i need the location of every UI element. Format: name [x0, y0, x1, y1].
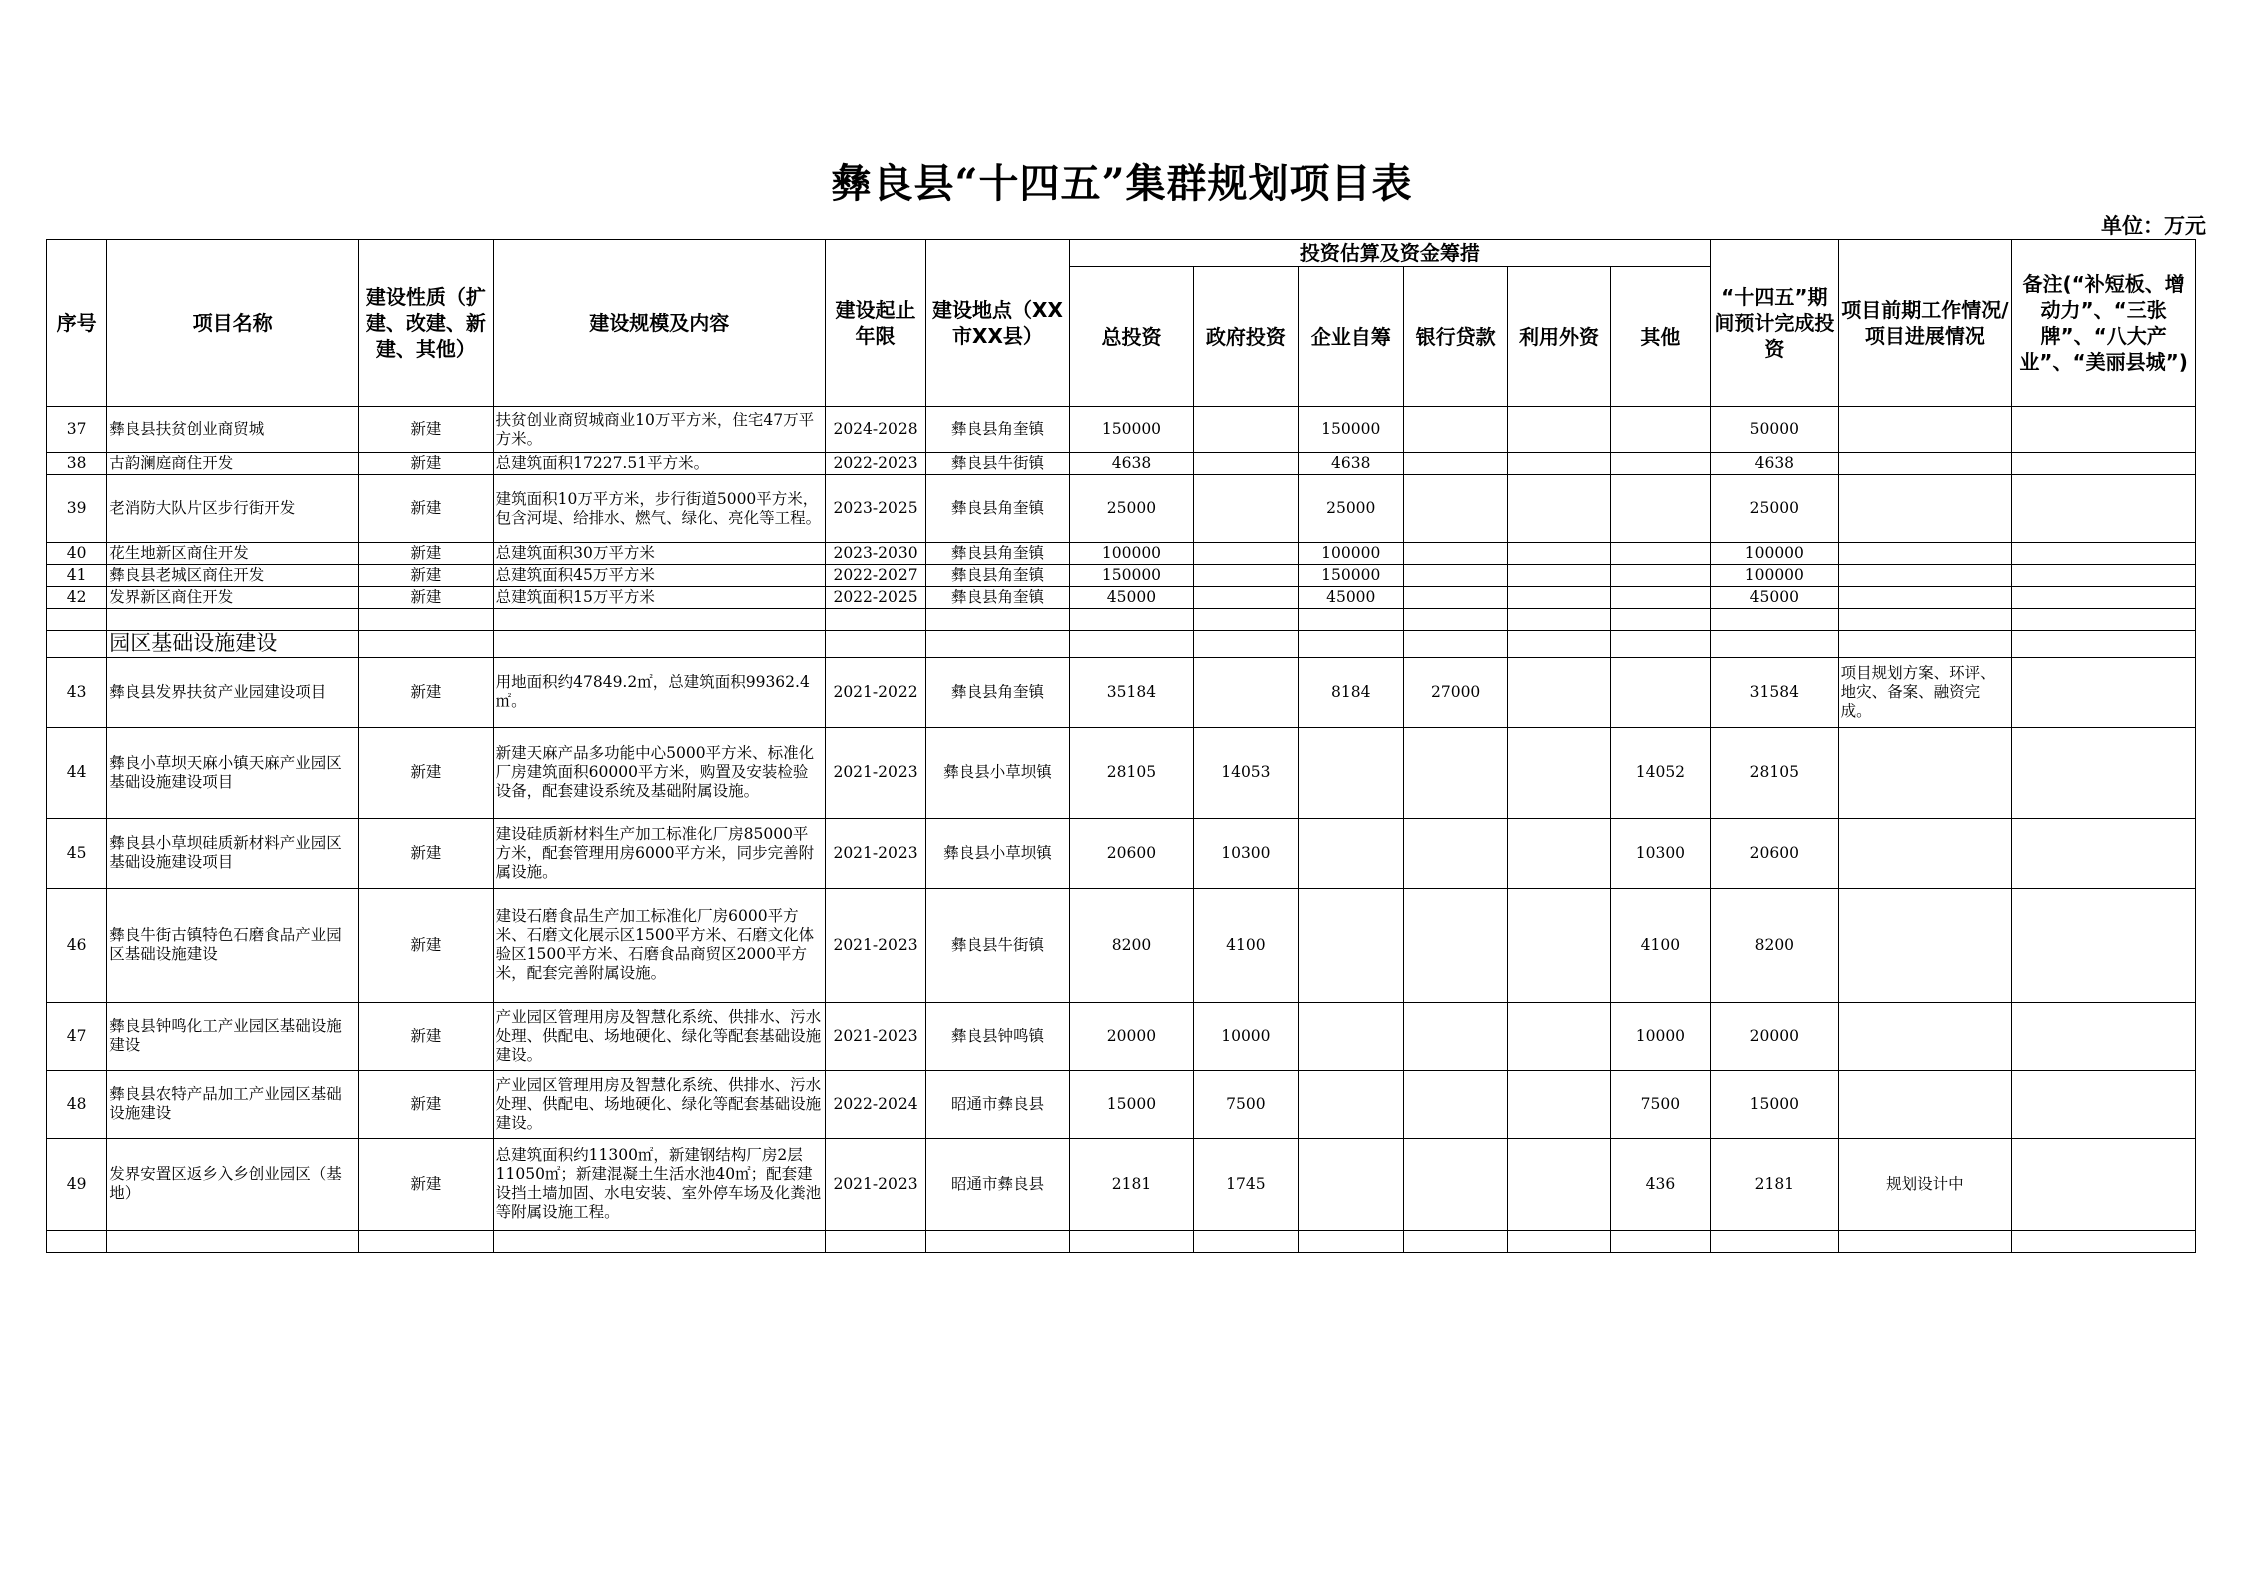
- table-cell: [1403, 1070, 1507, 1138]
- table-cell: 2024-2028: [825, 407, 925, 453]
- table-cell: 2022-2027: [825, 565, 925, 587]
- table-cell: [1610, 587, 1710, 609]
- table-cell: 彝良县角奎镇: [926, 475, 1070, 543]
- table-cell: [2012, 565, 2196, 587]
- table-cell: 总建筑面积17227.51平方米。: [493, 453, 825, 475]
- table-cell: [1194, 543, 1298, 565]
- header-row: [47, 240, 2196, 267]
- table-cell: [359, 1230, 493, 1252]
- table-cell: 彝良县牛街镇: [926, 453, 1070, 475]
- table-cell: 彝良县角奎镇: [926, 407, 1070, 453]
- table-cell: 2022-2023: [825, 453, 925, 475]
- table-cell: [1711, 609, 1838, 631]
- table-cell: 2021-2023: [825, 727, 925, 818]
- table-cell: [2012, 1070, 2196, 1138]
- table-cell: [2012, 1138, 2196, 1230]
- table-cell: [1298, 1138, 1403, 1230]
- header-seq: 序号: [47, 240, 107, 407]
- table-cell: 2022-2025: [825, 587, 925, 609]
- table-cell: [1403, 1138, 1507, 1230]
- table-cell: [47, 609, 107, 631]
- table-cell: [1508, 543, 1610, 565]
- table-cell: [1838, 587, 2012, 609]
- table-cell: 25000: [1711, 475, 1838, 543]
- table-cell: [493, 1230, 825, 1252]
- table-cell: [926, 631, 1070, 658]
- header-total: 总投资: [1069, 267, 1193, 407]
- table-cell: 新建: [359, 565, 493, 587]
- table-cell: 发界新区商住开发: [107, 587, 359, 609]
- table-cell: 436: [1610, 1138, 1710, 1230]
- table-cell: [1508, 475, 1610, 543]
- table-cell: 10300: [1610, 818, 1710, 888]
- table-cell: [1508, 1138, 1610, 1230]
- table-body: [47, 407, 2196, 1253]
- table-cell: [2012, 475, 2196, 543]
- table-cell: 古韵澜庭商住开发: [107, 453, 359, 475]
- table-cell: 昭通市彝良县: [926, 1070, 1070, 1138]
- table-cell: [1838, 407, 2012, 453]
- table-cell: [493, 609, 825, 631]
- table-cell: [1194, 453, 1298, 475]
- table-cell: [926, 609, 1070, 631]
- table-cell: [1194, 407, 1298, 453]
- table-cell: 45000: [1298, 587, 1403, 609]
- section-label: 园区基础设施建设: [107, 631, 359, 658]
- table-cell: [1403, 1230, 1507, 1252]
- table-cell: 44: [47, 727, 107, 818]
- table-cell: 新建: [359, 727, 493, 818]
- table-cell: [1508, 888, 1610, 1002]
- table-cell: 彝良县小草坝镇: [926, 727, 1070, 818]
- table-cell: 彝良县角奎镇: [926, 565, 1070, 587]
- table-cell: 发界安置区返乡入乡创业园区（基地）: [107, 1138, 359, 1230]
- header-progress: 项目前期工作情况/项目进展情况: [1838, 240, 2012, 407]
- table-cell: [1298, 818, 1403, 888]
- page-title: 彝良县“十四五”集群规划项目表: [831, 160, 1413, 207]
- table-cell: [1508, 727, 1610, 818]
- table-cell: 彝良县钟鸣化工产业园区基础设施建设: [107, 1002, 359, 1070]
- table-cell: [1610, 407, 1710, 453]
- table-cell: [2012, 407, 2196, 453]
- table-cell: 彝良县发界扶贫产业园建设项目: [107, 657, 359, 727]
- table-cell: [2012, 631, 2196, 658]
- table-cell: [1508, 407, 1610, 453]
- table-cell: 4100: [1194, 888, 1298, 1002]
- table-cell: 新建天麻产品多功能中心5000平方米、标准化厂房建筑面积60000平方米，购置及安装检验设备，配套建设系统及基础附属设施。: [493, 727, 825, 818]
- table-cell: 4100: [1610, 888, 1710, 1002]
- table-cell: [1403, 818, 1507, 888]
- table-cell: 7500: [1610, 1070, 1710, 1138]
- table-cell: 150000: [1069, 565, 1193, 587]
- table-cell: 2023-2030: [825, 543, 925, 565]
- table-cell: [1403, 475, 1507, 543]
- table-cell: 产业园区管理用房及智慧化系统、供排水、污水处理、供配电、场地硬化、绿化等配套基础设施建设。: [493, 1002, 825, 1070]
- table-cell: 总建筑面积约11300㎡，新建钢结构厂房2层11050㎡；新建混凝土生活水池40㎡；配套建设挡土墙加固、水电安装、室外停车场及化粪池等附属设施工程。: [493, 1138, 825, 1230]
- table-cell: 49: [47, 1138, 107, 1230]
- table-cell: 100000: [1298, 543, 1403, 565]
- table-cell: [1508, 453, 1610, 475]
- table-cell: 2022-2024: [825, 1070, 925, 1138]
- table-row: [47, 407, 2196, 453]
- table-cell: 15000: [1069, 1070, 1193, 1138]
- table-cell: 彝良县角奎镇: [926, 587, 1070, 609]
- table-cell: 新建: [359, 1070, 493, 1138]
- table-cell: 2021-2023: [825, 888, 925, 1002]
- table-cell: [1194, 587, 1298, 609]
- table-cell: 1745: [1194, 1138, 1298, 1230]
- table-cell: 10000: [1194, 1002, 1298, 1070]
- table-cell: 彝良县扶贫创业商贸城: [107, 407, 359, 453]
- table-cell: [1838, 543, 2012, 565]
- table-cell: 4638: [1298, 453, 1403, 475]
- table-cell: 38: [47, 453, 107, 475]
- table-cell: [1838, 818, 2012, 888]
- table-cell: [47, 1230, 107, 1252]
- table-cell: 2023-2025: [825, 475, 925, 543]
- header-project-name: 项目名称: [107, 240, 359, 407]
- table-cell: 建筑面积10万平方米，步行街道5000平方米，包含河堤、给排水、燃气、绿化、亮化等工程。: [493, 475, 825, 543]
- table-cell: 10300: [1194, 818, 1298, 888]
- table-cell: 2181: [1711, 1138, 1838, 1230]
- table-cell: [2012, 609, 2196, 631]
- table-cell: [107, 1230, 359, 1252]
- table-cell: [1403, 609, 1507, 631]
- table-cell: [2012, 727, 2196, 818]
- table-cell: 2021-2022: [825, 657, 925, 727]
- table-cell: [47, 631, 107, 658]
- table-cell: [1610, 475, 1710, 543]
- table-cell: 彝良县角奎镇: [926, 657, 1070, 727]
- table-cell: 彝良县牛街镇: [926, 888, 1070, 1002]
- table-cell: 新建: [359, 543, 493, 565]
- table-row: [47, 657, 2196, 727]
- table-row: [47, 1138, 2196, 1230]
- table-cell: [1508, 1002, 1610, 1070]
- table-cell: [1403, 565, 1507, 587]
- table-cell: 27000: [1403, 657, 1507, 727]
- header-period: 建设起止年限: [825, 240, 925, 407]
- table-cell: 25000: [1069, 475, 1193, 543]
- table-row: [47, 565, 2196, 587]
- header-nature: 建设性质（扩建、改建、新建、其他）: [359, 240, 493, 407]
- table-cell: 48: [47, 1070, 107, 1138]
- table-cell: 2021-2023: [825, 818, 925, 888]
- table-row: [47, 609, 2196, 631]
- table-cell: [926, 1230, 1070, 1252]
- table-cell: 31584: [1711, 657, 1838, 727]
- header-remark: 备注(“补短板、增动力”、“三张牌”、“八大产业”、“美丽县城”): [2012, 240, 2196, 407]
- table-cell: [107, 609, 359, 631]
- table-cell: [1194, 631, 1298, 658]
- table-cell: [1194, 565, 1298, 587]
- table-cell: [1610, 565, 1710, 587]
- table-cell: [1711, 1230, 1838, 1252]
- table-cell: 46: [47, 888, 107, 1002]
- table-cell: 新建: [359, 453, 493, 475]
- header-bank: 银行贷款: [1403, 267, 1507, 407]
- table-cell: [1838, 475, 2012, 543]
- table-cell: 35184: [1069, 657, 1193, 727]
- table-row: [47, 1230, 2196, 1252]
- table-cell: 新建: [359, 587, 493, 609]
- table-cell: [2012, 587, 2196, 609]
- header-location: 建设地点（XX市XX县）: [926, 240, 1070, 407]
- table-cell: 42: [47, 587, 107, 609]
- unit-label: 单位：万元: [2101, 214, 2206, 238]
- table-cell: [1838, 631, 2012, 658]
- table-cell: 彝良县角奎镇: [926, 543, 1070, 565]
- table-cell: 20600: [1069, 818, 1193, 888]
- table-cell: [1508, 565, 1610, 587]
- table-cell: [1508, 609, 1610, 631]
- table-cell: [1069, 609, 1193, 631]
- table-cell: 100000: [1711, 565, 1838, 587]
- table-cell: 2181: [1069, 1138, 1193, 1230]
- table-row: [47, 587, 2196, 609]
- table-cell: 总建筑面积15万平方米: [493, 587, 825, 609]
- table-cell: 25000: [1298, 475, 1403, 543]
- table-cell: 新建: [359, 407, 493, 453]
- table-cell: 彝良县农特产品加工产业园区基础设施建设: [107, 1070, 359, 1138]
- table-cell: [1838, 565, 2012, 587]
- table-cell: [1069, 1230, 1193, 1252]
- project-table: [46, 239, 2196, 1253]
- table-cell: 20000: [1069, 1002, 1193, 1070]
- table-row: [47, 1070, 2196, 1138]
- table-cell: 新建: [359, 657, 493, 727]
- table-cell: [825, 1230, 925, 1252]
- header-other: 其他: [1610, 267, 1710, 407]
- table-cell: 28105: [1069, 727, 1193, 818]
- table-cell: [1298, 1070, 1403, 1138]
- table-cell: 20000: [1711, 1002, 1838, 1070]
- table-cell: 彝良县钟鸣镇: [926, 1002, 1070, 1070]
- header-plan: “十四五”期间预计完成投资: [1711, 240, 1838, 407]
- table-cell: [1838, 1230, 2012, 1252]
- table-cell: [1711, 631, 1838, 658]
- table-cell: 用地面积约47849.2㎡，总建筑面积99362.4㎡。: [493, 657, 825, 727]
- table-cell: 2021-2023: [825, 1138, 925, 1230]
- table-cell: [1403, 407, 1507, 453]
- table-cell: 彝良县小草坝镇: [926, 818, 1070, 888]
- table-row: [47, 888, 2196, 1002]
- header-investment-group: 投资估算及资金筹措: [1069, 240, 1710, 267]
- table-cell: [1610, 631, 1710, 658]
- table-cell: [1610, 657, 1710, 727]
- table-cell: 新建: [359, 1002, 493, 1070]
- table-cell: [1403, 727, 1507, 818]
- table-cell: 规划设计中: [1838, 1138, 2012, 1230]
- table-cell: [1298, 888, 1403, 1002]
- table-cell: 100000: [1711, 543, 1838, 565]
- table-cell: [1508, 657, 1610, 727]
- header-gov: 政府投资: [1194, 267, 1298, 407]
- table-cell: 新建: [359, 888, 493, 1002]
- table-cell: 产业园区管理用房及智慧化系统、供排水、污水处理、供配电、场地硬化、绿化等配套基础设施建设。: [493, 1070, 825, 1138]
- table-cell: 4638: [1069, 453, 1193, 475]
- table-cell: 新建: [359, 818, 493, 888]
- table-cell: 39: [47, 475, 107, 543]
- table-cell: [2012, 1230, 2196, 1252]
- table-cell: 20600: [1711, 818, 1838, 888]
- table-cell: 花生地新区商住开发: [107, 543, 359, 565]
- table-cell: [2012, 543, 2196, 565]
- table-cell: 项目规划方案、环评、地灾、备案、融资完成。: [1838, 657, 2012, 727]
- table-cell: 总建筑面积30万平方米: [493, 543, 825, 565]
- table-cell: [1508, 587, 1610, 609]
- table-cell: [1403, 543, 1507, 565]
- table-cell: [1298, 631, 1403, 658]
- table-cell: 37: [47, 407, 107, 453]
- table-cell: 45000: [1069, 587, 1193, 609]
- table-cell: 28105: [1711, 727, 1838, 818]
- table-cell: 8200: [1711, 888, 1838, 1002]
- table-cell: 彝良牛街古镇特色石磨食品产业园区基础设施建设: [107, 888, 359, 1002]
- table-cell: [1508, 1230, 1610, 1252]
- table-cell: [1838, 1070, 2012, 1138]
- table-cell: [1610, 609, 1710, 631]
- table-cell: [1403, 1002, 1507, 1070]
- table-cell: [1838, 1002, 2012, 1070]
- table-cell: [2012, 657, 2196, 727]
- table-cell: 扶贫创业商贸城商业10万平方米，住宅47万平方米。: [493, 407, 825, 453]
- table-cell: [2012, 888, 2196, 1002]
- table-cell: [1403, 453, 1507, 475]
- table-cell: 老消防大队片区步行街开发: [107, 475, 359, 543]
- header-scale: 建设规模及内容: [493, 240, 825, 407]
- table-cell: [1403, 587, 1507, 609]
- table-cell: [2012, 1002, 2196, 1070]
- table-cell: [1403, 631, 1507, 658]
- table-cell: 建设石磨食品生产加工标准化厂房6000平方米、石磨文化展示区1500平方米、石磨文化体验区1500平方米、石磨食品商贸区2000平方米，配套完善附属设施。: [493, 888, 825, 1002]
- table-cell: [1194, 475, 1298, 543]
- table-cell: 彝良小草坝天麻小镇天麻产业园区基础设施建设项目: [107, 727, 359, 818]
- table-cell: 150000: [1069, 407, 1193, 453]
- table-cell: 45: [47, 818, 107, 888]
- table-cell: [1403, 888, 1507, 1002]
- table-cell: 2021-2023: [825, 1002, 925, 1070]
- table-cell: 8184: [1298, 657, 1403, 727]
- table-cell: 14053: [1194, 727, 1298, 818]
- table-row: [47, 1002, 2196, 1070]
- header-foreign: 利用外资: [1508, 267, 1610, 407]
- table-row: [47, 727, 2196, 818]
- table-cell: [825, 609, 925, 631]
- header-enterprise: 企业自筹: [1298, 267, 1403, 407]
- table-cell: 150000: [1298, 407, 1403, 453]
- table-cell: [2012, 453, 2196, 475]
- table-cell: 14052: [1610, 727, 1710, 818]
- table-cell: [1838, 453, 2012, 475]
- table-row: [47, 543, 2196, 565]
- table-cell: [1508, 631, 1610, 658]
- table-cell: 50000: [1711, 407, 1838, 453]
- table-cell: 47: [47, 1002, 107, 1070]
- table-cell: 新建: [359, 1138, 493, 1230]
- table-cell: [1298, 727, 1403, 818]
- table-cell: [2012, 818, 2196, 888]
- table-cell: 彝良县老城区商住开发: [107, 565, 359, 587]
- table-cell: [359, 609, 493, 631]
- table-cell: [1838, 609, 2012, 631]
- table-cell: 7500: [1194, 1070, 1298, 1138]
- table-cell: [1508, 1070, 1610, 1138]
- table-cell: 43: [47, 657, 107, 727]
- table-cell: [1508, 818, 1610, 888]
- table-cell: 总建筑面积45万平方米: [493, 565, 825, 587]
- table-cell: 新建: [359, 475, 493, 543]
- table-cell: [359, 631, 493, 658]
- table-cell: [1298, 609, 1403, 631]
- table-cell: 150000: [1298, 565, 1403, 587]
- table-cell: [825, 631, 925, 658]
- table-cell: [493, 631, 825, 658]
- table-cell: [1610, 543, 1710, 565]
- table-cell: [1069, 631, 1193, 658]
- table-cell: 昭通市彝良县: [926, 1138, 1070, 1230]
- table-cell: 100000: [1069, 543, 1193, 565]
- table-cell: 建设硅质新材料生产加工标准化厂房85000平方米，配套管理用房6000平方米，同步完善附属设施。: [493, 818, 825, 888]
- table-cell: 10000: [1610, 1002, 1710, 1070]
- table-row: [47, 453, 2196, 475]
- table-row: [47, 631, 2196, 658]
- table-cell: [1194, 609, 1298, 631]
- table-row: [47, 818, 2196, 888]
- table-cell: [1838, 727, 2012, 818]
- table-cell: [1610, 1230, 1710, 1252]
- table-cell: 40: [47, 543, 107, 565]
- table-cell: [1194, 657, 1298, 727]
- table-cell: [1838, 888, 2012, 1002]
- table-cell: 4638: [1711, 453, 1838, 475]
- table-cell: [1610, 453, 1710, 475]
- table-row: [47, 475, 2196, 543]
- table-cell: [1298, 1002, 1403, 1070]
- table-cell: 45000: [1711, 587, 1838, 609]
- table-cell: 彝良县小草坝硅质新材料产业园区基础设施建设项目: [107, 818, 359, 888]
- table-cell: [1298, 1230, 1403, 1252]
- table-cell: 15000: [1711, 1070, 1838, 1138]
- table-cell: 41: [47, 565, 107, 587]
- table-cell: [1194, 1230, 1298, 1252]
- table-cell: 8200: [1069, 888, 1193, 1002]
